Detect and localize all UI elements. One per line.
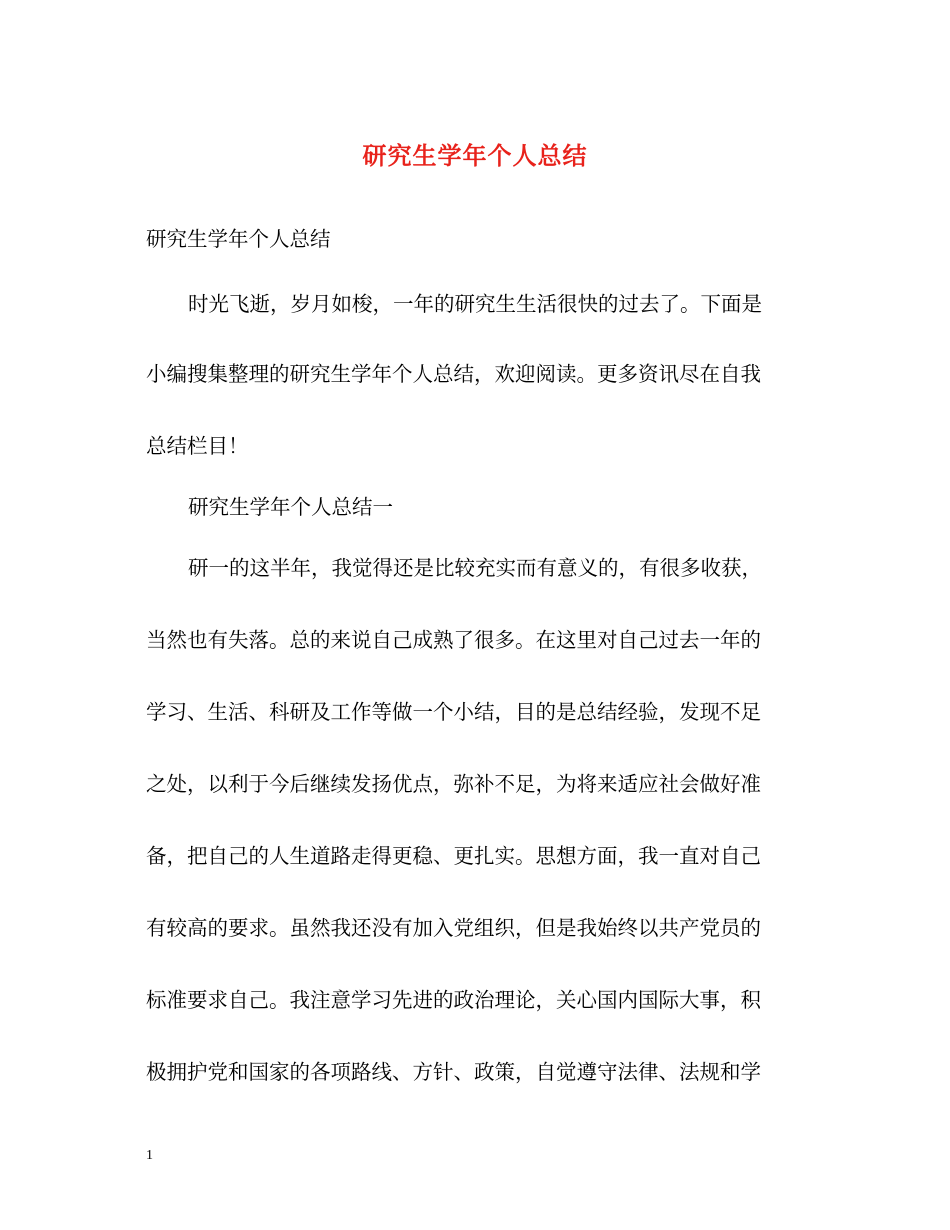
paragraph-line: 时光飞逝，岁月如梭，一年的研究生生活很快的过去了。下面是 — [188, 292, 762, 316]
subsection-heading: 研究生学年个人总结一 — [188, 495, 393, 519]
document-title: 研究生学年个人总结 — [362, 141, 588, 170]
paragraph-line: 研一的这半年，我觉得还是比较充实而有意义的，有很多收获， — [188, 556, 762, 580]
paragraph-line: 总结栏目！ — [146, 434, 249, 458]
paragraph-line: 有较高的要求。虽然我还没有加入党组织，但是我始终以共产党员的 — [146, 916, 761, 940]
paragraph-line: 极拥护党和国家的各项路线、方针、政策，自觉遵守法律、法规和学 — [146, 1060, 761, 1084]
section-heading: 研究生学年个人总结 — [146, 227, 331, 251]
paragraph-line: 备，把自己的人生道路走得更稳、更扎实。思想方面，我一直对自己 — [146, 844, 761, 868]
paragraph-line: 学习、生活、科研及工作等做一个小结，目的是总结经验，发现不足 — [146, 700, 761, 724]
paragraph-line: 小编搜集整理的研究生学年个人总结，欢迎阅读。更多资讯尽在自我 — [146, 362, 761, 386]
paragraph-line: 标准要求自己。我注意学习先进的政治理论，关心国内国际大事，积 — [146, 988, 761, 1012]
paragraph-line: 之处，以利于今后继续发扬优点，弥补不足，为将来适应社会做好准 — [146, 772, 761, 796]
paragraph-line: 当然也有失落。总的来说自己成熟了很多。在这里对自己过去一年的 — [146, 628, 761, 652]
page-number: 1 — [146, 1148, 153, 1163]
